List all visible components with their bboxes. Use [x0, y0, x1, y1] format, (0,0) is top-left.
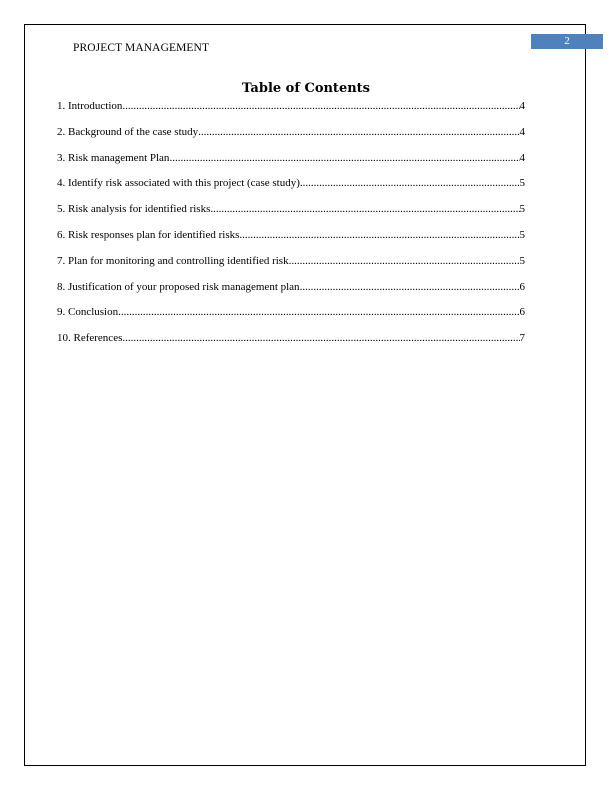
toc-leader-dots — [122, 98, 519, 114]
toc-entry-label: 5. Risk analysis for identified risks — [57, 203, 211, 216]
toc-entry-page: 6 — [519, 280, 525, 293]
toc-entry-label: 3. Risk management Plan — [57, 151, 170, 164]
toc-entry-page: 5 — [519, 203, 525, 216]
toc-entry-risk-responses[interactable] — [57, 227, 525, 253]
toc-leader-dots — [118, 304, 519, 320]
toc-entry-introduction[interactable] — [57, 98, 525, 124]
toc-entry-page: 5 — [519, 177, 525, 190]
toc-entry-risk-analysis[interactable] — [57, 201, 525, 227]
toc-entry-label: 7. Plan for monitoring and controlling identified risk — [57, 254, 289, 267]
toc-entry-page: 5 — [519, 228, 525, 241]
toc-entry-page: 4 — [519, 100, 525, 112]
toc-entry-page: 4 — [519, 151, 525, 164]
toc-leader-dots — [169, 150, 519, 166]
toc-entry-conclusion[interactable] — [57, 304, 525, 330]
toc-entry-page: 7 — [519, 332, 525, 345]
toc-entry-identify-risk[interactable] — [57, 175, 525, 201]
toc-entry-label: 2. Background of the case study — [57, 125, 199, 138]
toc-leader-dots — [300, 175, 520, 191]
toc-leader-dots — [239, 227, 519, 243]
page-number-badge: 2 — [531, 34, 603, 49]
toc-leader-dots — [122, 330, 519, 346]
toc-entry-justification[interactable] — [57, 279, 525, 305]
table-of-contents — [57, 98, 525, 356]
toc-entry-label: 8. Justification of your proposed risk management plan — [57, 280, 300, 293]
toc-entry-label: 10. References — [57, 332, 123, 345]
toc-title: Table of Contents — [242, 81, 370, 96]
toc-leader-dots — [300, 279, 520, 295]
toc-leader-dots — [198, 124, 519, 140]
toc-entry-monitoring[interactable] — [57, 253, 525, 279]
toc-entry-label: 6. Risk responses plan for identified risks — [57, 228, 240, 241]
toc-leader-dots — [210, 201, 519, 217]
toc-entry-label: 9. Conclusion — [57, 306, 119, 319]
toc-entry-references[interactable] — [57, 330, 525, 356]
toc-entry-label: 1. Introduction — [57, 100, 123, 112]
toc-entry-risk-management-plan[interactable] — [57, 150, 525, 176]
toc-entry-page: 6 — [519, 306, 525, 319]
toc-entry-page: 4 — [519, 125, 525, 138]
toc-entry-label: 4. Identify risk associated with this project (case study) — [57, 177, 300, 190]
toc-entry-background[interactable] — [57, 124, 525, 150]
running-head: PROJECT MANAGEMENT — [73, 42, 210, 54]
toc-entry-page: 5 — [519, 254, 525, 267]
toc-leader-dots — [289, 253, 520, 269]
